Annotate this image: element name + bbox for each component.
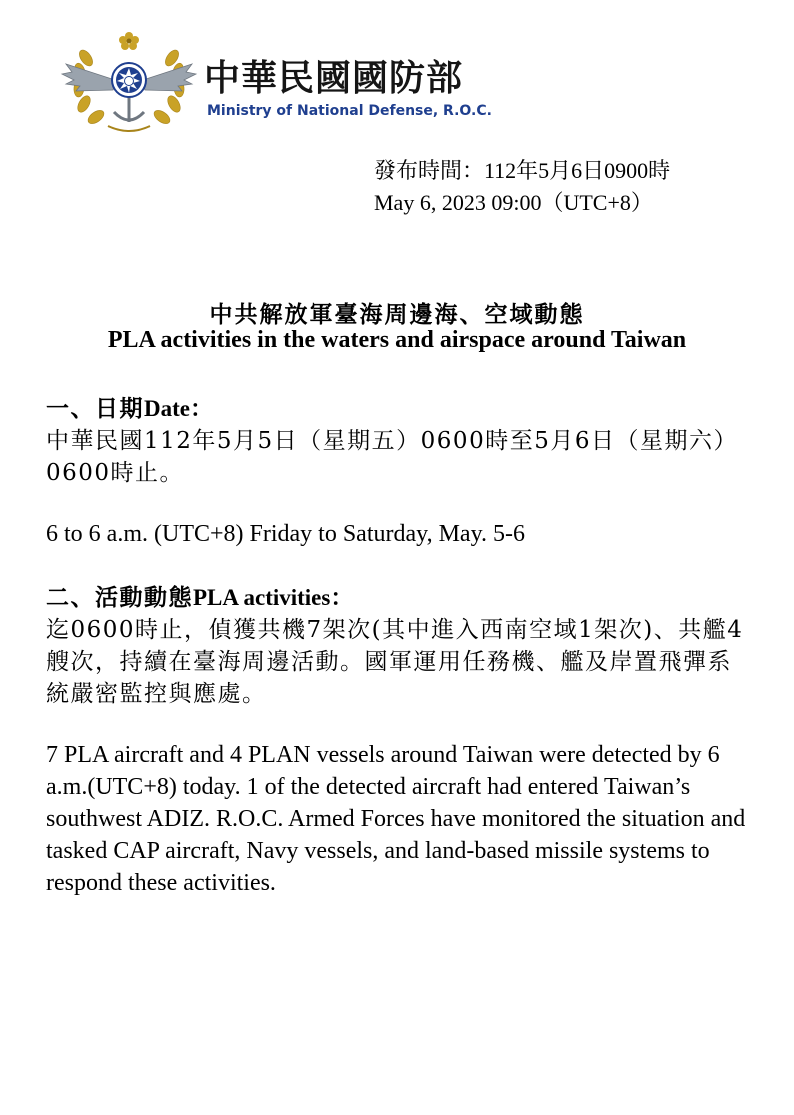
section1-heading <box>46 393 746 425</box>
release-time-block <box>374 155 670 219</box>
page-title-en: PLA activities in the waters and airspace around Taiwan <box>107 327 687 353</box>
section2-heading-zh: 二、活動動態 <box>46 584 193 611</box>
section2-heading-en: PLA activities <box>193 585 331 610</box>
section2-body-en: 7 PLA aircraft and 4 PLAN vessels around Taiwan were detected by 6 a.m.(UTC+8) today. 1 of the detected aircraft had entered Taiwan’s southwest ADIZ. R.O.C. Armed Forces have monitored the situation and tasked CAP aircraft, Navy vessels, and land-based missile systems to respond these activities. <box>46 742 746 896</box>
org-name-en: Ministry of National Defense, R.O.C. <box>207 103 492 119</box>
section2-heading <box>46 582 746 614</box>
section1-heading-colon: ： <box>189 395 215 422</box>
plum-blossom-icon <box>119 32 139 50</box>
section2-body-zh: 迄0600時止，偵獲共機7架次(其中進入西南空域1架次)、共艦4艘次，持續在臺海周邊活動。國軍運用任務機、艦及岸置飛彈系統嚴密監控與應處。 <box>46 617 744 707</box>
page-title-zh: 中共解放軍臺海周邊海、空域動態 <box>209 301 585 328</box>
section1-body-zh: 中華民國112年5月5日（星期五）0600時至5月6日（星期六）0600時止。 <box>46 428 738 486</box>
section1-body-en: 6 to 6 a.m. (UTC+8) Friday to Saturday, May. 5-6 <box>46 521 526 547</box>
release-time-zh: 發布時間：112年5月6日0900時 <box>374 158 671 183</box>
section2-heading-colon: ： <box>330 584 355 611</box>
section1-heading-en: Date <box>144 396 190 421</box>
section1-heading-zh: 一、日期 <box>46 395 144 422</box>
org-name-zh: 中華民國國防部 <box>204 58 464 99</box>
mnd-emblem-icon <box>58 28 200 140</box>
release-time-en: May 6, 2023 09:00（UTC+8） <box>374 190 653 215</box>
